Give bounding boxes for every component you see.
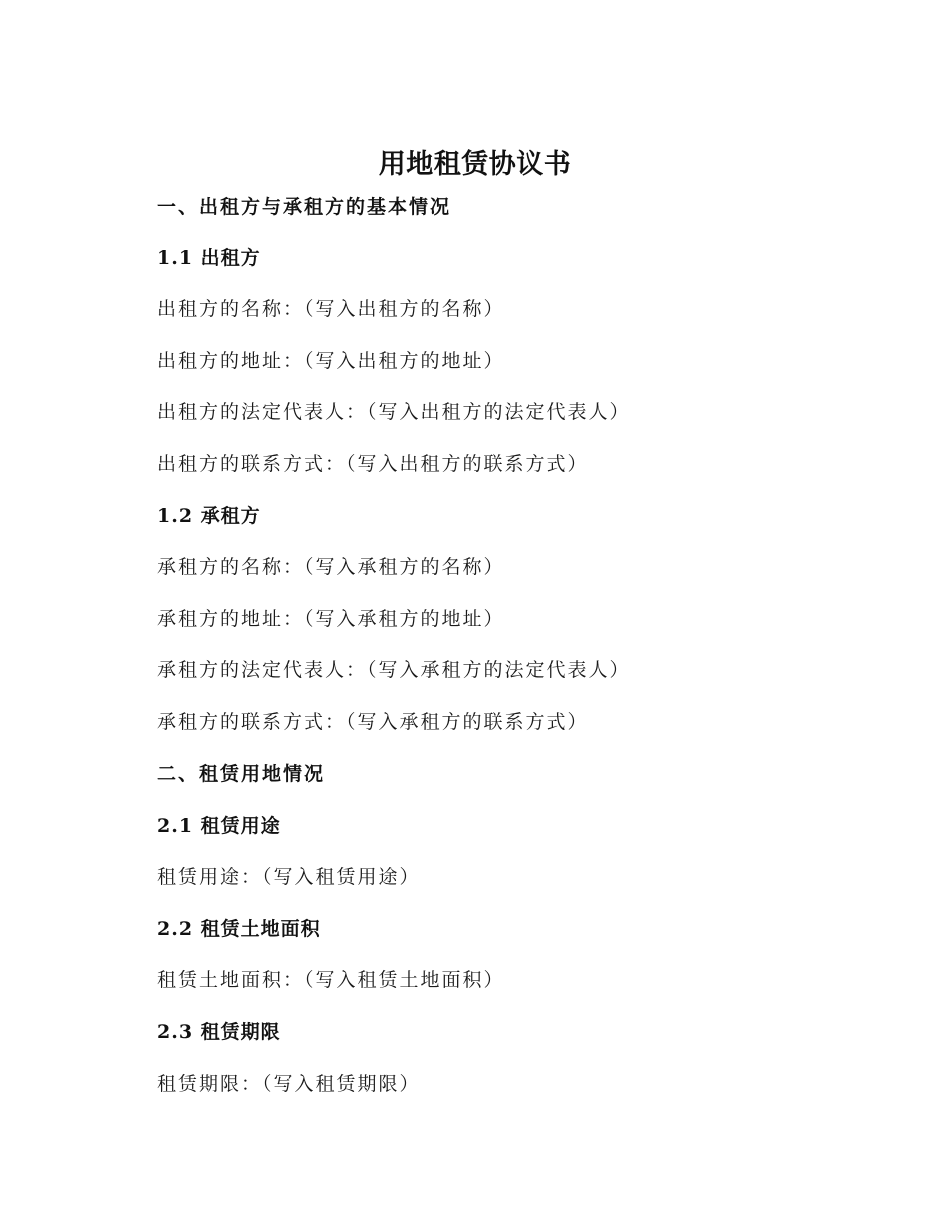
subsection-heading-2-2: 2.2 租赁土地面积 — [157, 918, 321, 940]
lessor-contact-line: 出租方的联系方式：（写入出租方的联系方式） — [157, 453, 589, 475]
lessee-address-line: 承租方的地址：（写入承租方的地址） — [157, 608, 505, 630]
lessor-name-line: 出租方的名称：（写入出租方的名称） — [157, 298, 505, 320]
subsection-heading-1-1: 1.1 出租方 — [157, 247, 261, 269]
document-title: 用地租赁协议书 — [378, 149, 572, 180]
subsection-heading-2-3: 2.3 租赁期限 — [157, 1021, 281, 1043]
lessor-representative-line: 出租方的法定代表人：（写入出租方的法定代表人） — [157, 401, 631, 423]
section-heading-1: 一、出租方与承租方的基本情况 — [157, 196, 452, 218]
lessee-representative-line: 承租方的法定代表人：（写入承租方的法定代表人） — [157, 659, 631, 681]
lease-term-line: 租赁期限：（写入租赁期限） — [157, 1073, 421, 1095]
lessee-name-line: 承租方的名称：（写入承租方的名称） — [157, 556, 505, 578]
subsection-heading-2-1: 2.1 租赁用途 — [157, 815, 281, 837]
lease-area-line: 租赁土地面积：（写入租赁土地面积） — [157, 969, 505, 991]
lessor-address-line: 出租方的地址：（写入出租方的地址） — [157, 350, 505, 372]
lease-purpose-line: 租赁用途：（写入租赁用途） — [157, 866, 421, 888]
lessee-contact-line: 承租方的联系方式：（写入承租方的联系方式） — [157, 711, 589, 733]
section-heading-2: 二、租赁用地情况 — [157, 763, 326, 785]
subsection-heading-1-2: 1.2 承租方 — [157, 505, 261, 527]
